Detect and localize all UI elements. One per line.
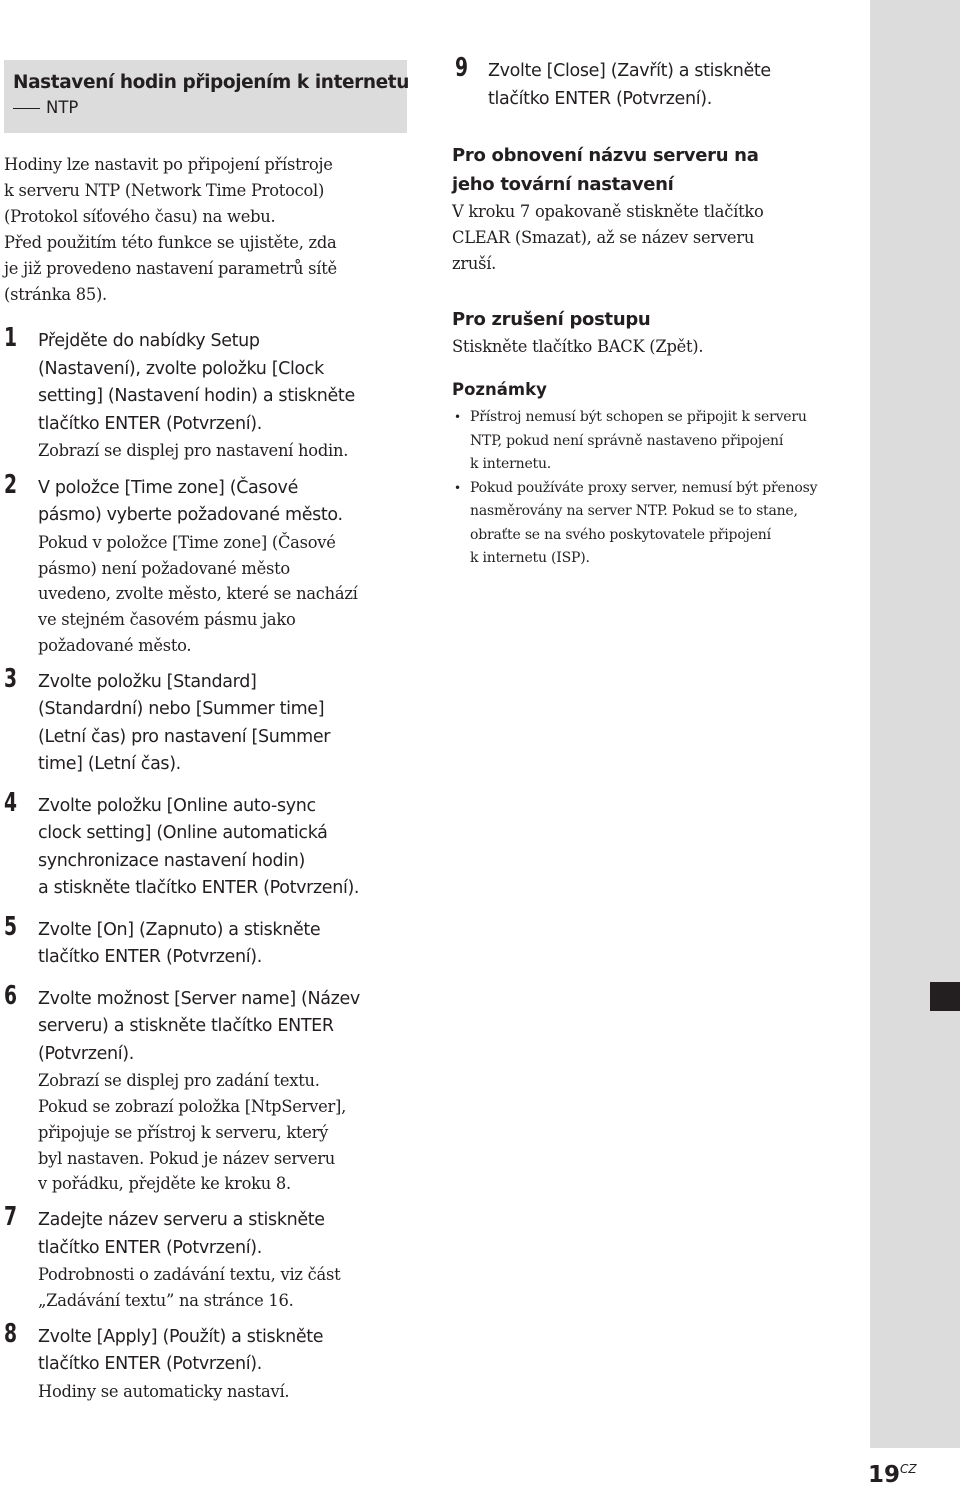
step-note: Podrobnosti o zadávání textu, viz část „Zadávání textu” na stránce 16. [38, 1265, 341, 1311]
step-8 [0, 1318, 410, 1405]
section-subtitle [13, 96, 399, 120]
step-instruction: Zvolte [Apply] (Použít) a stiskněte tlačítko ENTER (Potvrzení). [38, 1326, 324, 1375]
step-7 [0, 1202, 410, 1314]
cancel-section [452, 305, 862, 360]
step-instruction: Zvolte položku [Standard] (Standardní) nebo [Summer time] (Letní čas) pro nastavení [Summer time] (Letní čas). [38, 671, 331, 775]
cancel-text: Stiskněte tlačítko BACK (Zpět). [452, 337, 704, 356]
step-number: 3 [4, 663, 18, 694]
step-3 [0, 663, 410, 779]
right-column [452, 53, 862, 571]
steps-list [0, 323, 410, 1405]
page-edge-band [870, 0, 960, 1448]
step-instruction: Přejděte do nabídky Setup (Nastavení), zvolte položku [Clock setting] (Nastavení hodin) a stiskněte tlačítko ENTER (Potvrzení). [38, 331, 355, 434]
step-instruction: Zvolte položku [Online auto-sync clock setting] (Online automatická synchronizace nastavení hodin) a stiskněte tlačítko ENTER (Potvrzení). [38, 795, 360, 899]
notes-section [452, 378, 862, 571]
step-6 [0, 980, 410, 1197]
em-dash [13, 108, 40, 110]
step-number: 5 [4, 911, 18, 942]
step-5 [0, 911, 410, 972]
steps-list-continued [452, 53, 862, 113]
step-number: 4 [4, 787, 18, 818]
note-item: • Přístroj nemusí být schopen se připojit k serveru NTP, pokud není správně nastaveno připojení k internetu. [452, 406, 862, 477]
step-note: Pokud v položce [Time zone] (Časové pásmo) není požadované město uvedeno, zvolte město, které se nachází ve stejném časovém pásmu jako požadované město. [38, 532, 358, 655]
reset-heading: Pro obnovení názvu serveru na jeho tovární nastavení [452, 145, 759, 195]
step-instruction: Zvolte [Close] (Zavřít) a stiskněte tlačítko ENTER (Potvrzení). [488, 61, 771, 109]
step-instruction: Zvolte [On] (Zapnuto) a stiskněte tlačítko ENTER (Potvrzení). [38, 919, 321, 968]
left-column [0, 60, 410, 1405]
step-4 [0, 787, 410, 903]
section-title: Nastavení hodin připojením k internetu [13, 72, 410, 93]
section-thumb-tab [930, 982, 960, 1011]
step-1 [0, 323, 410, 464]
section-header [4, 60, 410, 133]
reset-server-section [452, 141, 862, 277]
page-number [868, 1462, 917, 1488]
step-9 [452, 53, 862, 113]
notes-list [452, 406, 862, 571]
reset-text: V kroku 7 opakovaně stiskněte tlačítko CLEAR (Smazat), až se název serveru zruší. [452, 202, 764, 273]
step-number: 7 [4, 1202, 18, 1233]
notes-heading: Poznámky [452, 380, 547, 399]
note-item: • Pokud používáte proxy server, nemusí být přenosy nasměrovány na server NTP. Pokud se to stane, obraťte se na svého poskytovatele připojení k internetu (ISP). [452, 477, 862, 571]
step-number: 8 [4, 1318, 18, 1349]
cancel-heading: Pro zrušení postupu [452, 309, 651, 330]
step-number: 9 [455, 53, 469, 83]
section-subtitle-text: NTP [46, 98, 79, 117]
step-number: 2 [4, 469, 18, 500]
step-instruction: Zvolte možnost [Server name] (Název serveru) a stiskněte tlačítko ENTER (Potvrzení). [38, 988, 360, 1064]
step-number: 6 [4, 980, 18, 1011]
step-number: 1 [4, 323, 18, 353]
step-note: Hodiny se automaticky nastaví. [38, 1381, 290, 1401]
page-number-value: 19 [868, 1462, 901, 1488]
step-note: Zobrazí se displej pro zadání textu. Pokud se zobrazí položka [NtpServer], připojuje se přístroj k serveru, který byl nastaven. Pokud je název serveru v pořádku, přejděte ke kroku 8. [38, 1071, 347, 1194]
step-instruction: V položce [Time zone] (Časové pásmo) vyberte požadované město. [38, 477, 343, 526]
step-2 [0, 469, 410, 659]
step-instruction: Zadejte název serveru a stiskněte tlačítko ENTER (Potvrzení). [38, 1210, 325, 1258]
language-code: CZ [900, 1462, 917, 1476]
step-note: Zobrazí se displej pro nastavení hodin. [38, 441, 349, 460]
intro-paragraph: Hodiny lze nastavit po připojení přístroje k serveru NTP (Network Time Protocol) (Protokol síťového času) na webu. Před použitím této funkce se ujistěte, zda je již provedeno nastavení parametrů sítě (stránka 85). [4, 155, 337, 304]
